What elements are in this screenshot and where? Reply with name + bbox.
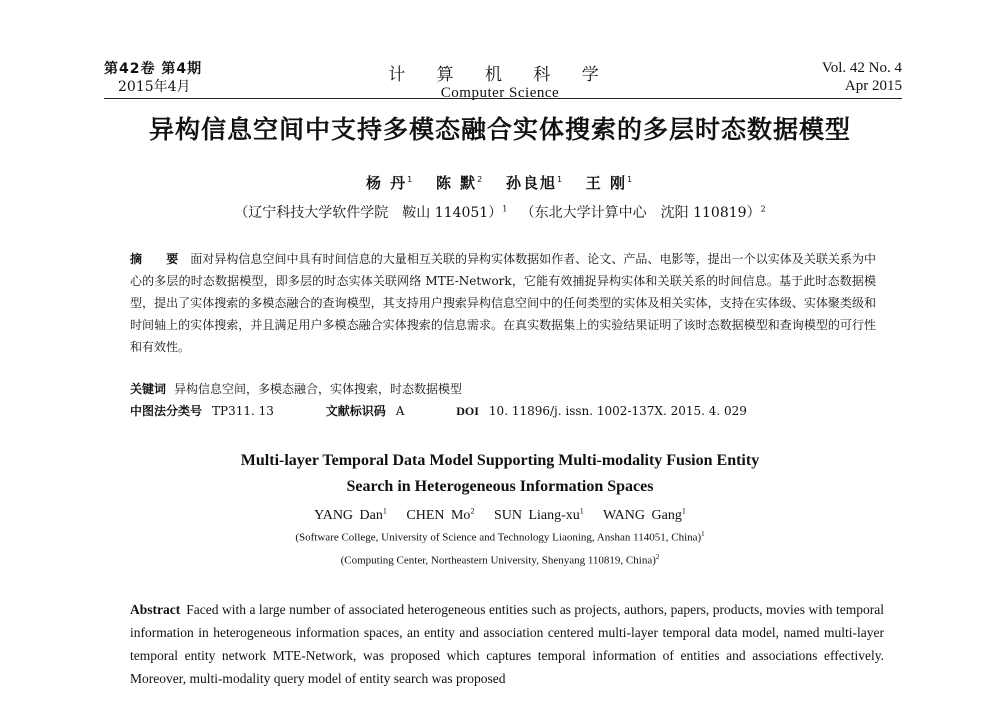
header-left bbox=[104, 60, 202, 96]
affiliation-cn: （辽宁科技大学软件学院 鞍山 114051）$^1$ bbox=[234, 204, 508, 221]
doi-value: 10. 11896/j. issn. 1002-137X. 2015. 4. 029 bbox=[488, 404, 747, 418]
date-en: Apr 2015 bbox=[844, 78, 902, 94]
author-cn: 孙良旭$^1$ bbox=[505, 174, 565, 192]
doc-code-value: A bbox=[395, 404, 405, 418]
abstract-cn-text: 面对异构信息空间中具有时间信息的大量相互关联的异构实体数据如作者、论文、产品、电影等，提出一个以实体及关联关系为中心的多层的时态数据模型，即多层的时态实体关联网络 MTE-Network，它能有效捕捉异构实体和关联关系的时间信息。基于此时态数据模型，提出了实体搜索的多模态融合的查询模型，其支持用户搜索异构信息空间中的任何类型的实体及相关实体，支持在实体级、实体聚类级和时间轴上的实体搜索，并且满足用户多模态融合实体搜索的信息需求。在真实数据集上的实验结果证明了该时态数据模型和查询模型的可行性和有效性。 bbox=[130, 252, 876, 354]
paper-title-en-line2: Search in Heterogeneous Information Spaces bbox=[346, 478, 654, 495]
paper-title-en bbox=[0, 448, 1000, 500]
keywords-cn-label: 关键词 bbox=[130, 382, 167, 396]
abstract-en-text: Faced with a large number of associated heterogeneous entities such as projects, authors, papers, products, movies with temporal information in heterogeneous information spaces, an entity and association centered multi-layer temporal data model, named multi-layer temporal entity network MTE-Network, was proposed which captures temporal information of entities and associations effectively. Moreover, multi-modality query model of entity search was proposed bbox=[130, 602, 884, 686]
authors-cn bbox=[0, 172, 1000, 193]
affiliation-cn: （东北大学计算中心 沈阳 110819）$^2$ bbox=[520, 204, 766, 221]
journal-name-en: Computer Science bbox=[440, 85, 560, 101]
volume-issue-cn: 第42卷 第4期 bbox=[104, 61, 203, 77]
author-en: YANG Dan$^1$ bbox=[314, 506, 387, 523]
keywords-cn bbox=[130, 380, 876, 397]
classification-line bbox=[130, 402, 876, 419]
keywords-cn-text: 异构信息空间，多模态融合，实体搜索，时态数据模型 bbox=[174, 382, 463, 396]
author-en: WANG Gang$^1$ bbox=[603, 506, 686, 523]
affiliation-en: (Computing Center, Northeastern University, Shenyang 110819, China)$^2$ bbox=[340, 553, 660, 567]
doi-label: DOI bbox=[456, 404, 479, 418]
author-cn: 杨 丹$^1$ bbox=[365, 174, 415, 192]
clc-label: 中图法分类号 bbox=[130, 404, 203, 418]
abstract-cn bbox=[130, 248, 876, 358]
abstract-en-label: Abstract bbox=[130, 602, 181, 617]
authors-en bbox=[0, 506, 1000, 524]
date-cn: 2015年4月 bbox=[118, 79, 191, 95]
abstract-cn-label: 摘 要 bbox=[130, 252, 189, 266]
header-right bbox=[822, 59, 902, 95]
author-en: CHEN Mo$^2$ bbox=[406, 506, 475, 523]
header-rule bbox=[104, 98, 902, 99]
author-cn: 陈 默$^2$ bbox=[435, 174, 485, 192]
doc-code-label: 文献标识码 bbox=[325, 404, 386, 418]
author-cn: 王 刚$^1$ bbox=[585, 174, 635, 192]
paper-title-cn: 异构信息空间中支持多模态融合实体搜索的多层时态数据模型 bbox=[148, 115, 851, 144]
journal-name-cn: 计 算 机 科 学 bbox=[388, 65, 612, 85]
header-center bbox=[380, 60, 620, 102]
volume-issue-en: Vol. 42 No. 4 bbox=[821, 60, 902, 76]
paper-title-en-line1: Multi-layer Temporal Data Model Supporting Multi-modality Fusion Entity bbox=[240, 452, 760, 469]
affiliation-en: (Software College, University of Science and Technology Liaoning, Anshan 114051, China)$^1$ bbox=[295, 530, 705, 544]
author-en: SUN Liang-$xu^1$ bbox=[493, 506, 584, 523]
abstract-en bbox=[130, 598, 884, 690]
affiliations-cn bbox=[0, 202, 1000, 222]
clc-value: TP311. 13 bbox=[212, 404, 274, 418]
